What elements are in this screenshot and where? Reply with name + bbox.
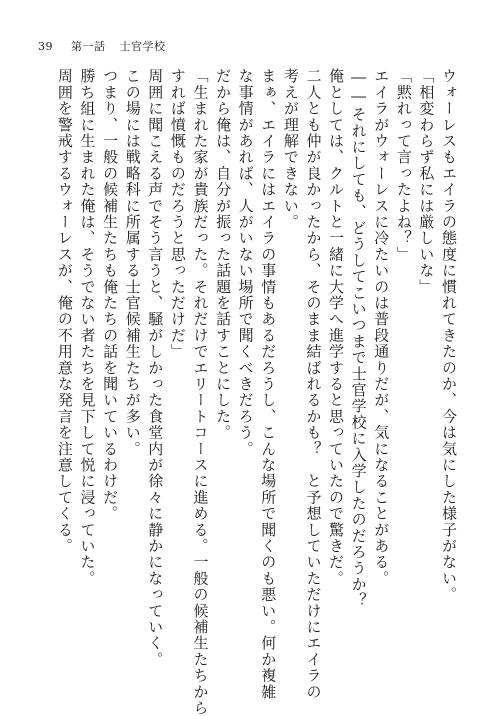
page-number: 39 <box>38 40 53 53</box>
text-line: 考えが理解できない。 <box>281 68 300 230</box>
text-line: つまり、一般の候補生たちも俺たちの話を聞いているわけだ。 <box>101 68 120 522</box>
chapter-label: 第一話 <box>71 40 106 53</box>
vertical-text-body <box>53 68 460 716</box>
text-line: 周囲を警戒するウォーレスが、俺の不用意な発言を注意してくる。 <box>55 68 74 554</box>
text-line: 勝ち組に生まれた俺は、そうでない者たちを見下して悦に浸っていた。 <box>78 68 97 587</box>
text-line: ――それにしても、どうしてこいつまで士官学校に入学したのだろうか？ <box>349 68 368 609</box>
text-line: な事情があれば、人がいない場所で聞くべきだろう。 <box>236 68 255 457</box>
running-header <box>38 38 166 54</box>
text-line: 周囲に聞こえる声でそう言うと、騒がしかった食堂内が徐々に静かになっていく。 <box>146 68 165 668</box>
chapter-title: 士官学校 <box>119 40 166 53</box>
text-line: 「生まれた家が貴族だった。それだけでエリートコースに進める。一般の候補生たちから <box>191 68 210 716</box>
text-line: 二人とも仲が良かったから、そのまま結ばれるかも？ と予想していただけにエイラの <box>304 68 323 700</box>
text-line: エイラがウォーレスに冷たいのは普段通りだが、気になることがある。 <box>372 68 391 587</box>
text-line: ウォーレスもエイラの態度に慣れてきたのか、今は気にした様子がない。 <box>440 68 458 603</box>
text-line: 俺としては、クルトと一緒に大学へ進学すると思っていたので驚きだ。 <box>327 68 346 587</box>
text-line: この場には戦略科に所属する士官候補生たちが多い。 <box>123 68 142 457</box>
text-line: 「黙れって言ったよね？」 <box>394 68 413 263</box>
text-line: だから俺は、自分が振った話題を話すことにした。 <box>214 68 233 441</box>
text-line: 「相変わらず私には厳しいな」 <box>417 68 436 295</box>
text-line: すれば憤慨ものだろうと思っただけだ」 <box>168 68 187 360</box>
text-line: まぁ、エイラにはエイラの事情もあるだろうし、こんな場所で聞くのも悪い。何か複雑 <box>259 68 278 700</box>
